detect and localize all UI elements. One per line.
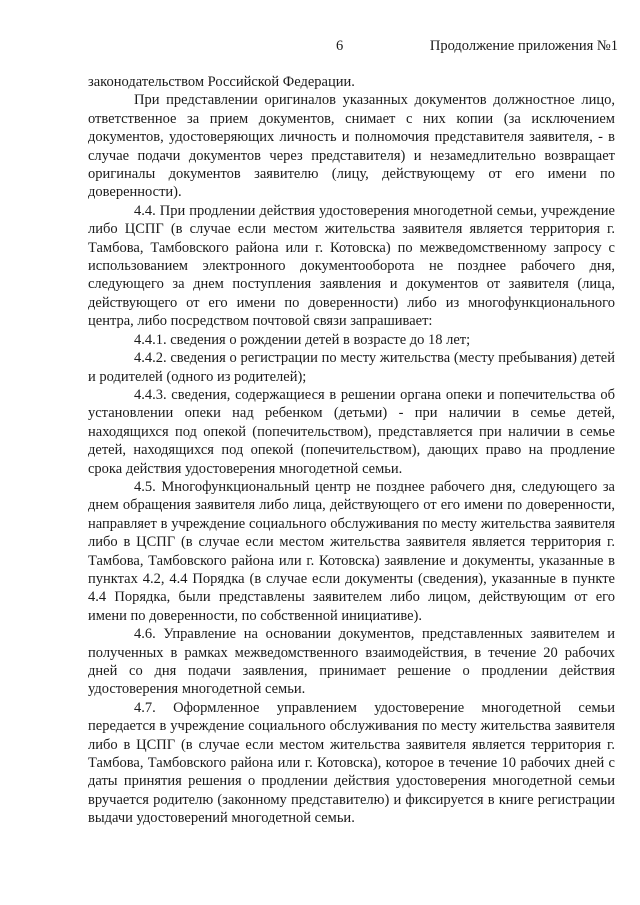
paragraph-4-4-3: 4.4.3. сведения, содержащиеся в решении органа опеки и попечительства об установлении опеки над ребенком (детьми) - при наличии в семье детей, находящихся под опекой (попечительством), представляется при наличии в семье детей, находящихся под опекой (попечительством), дающих право на продление срока действия удостоверения многодетной семьи.	[88, 386, 615, 477]
paragraph-continuation: законодательством Российской Федерации.	[88, 74, 355, 90]
page-number: 6	[336, 38, 344, 54]
paragraph-originals: При представлении оригиналов указанных документов должностное лицо, ответственное за прием документов, снимает с них копии (за исключением документов, удостоверяющих личность и полномочия представителя заявителя, - в случае подачи документов через представителя) и незамедлительно возвращает оригиналы документов заявителю (лицу, действующему от его имени по доверенности).	[88, 92, 615, 201]
paragraph-4-4-1: 4.4.1. сведения о рождении детей в возрасте до 18 лет;	[134, 331, 471, 348]
paragraph-4-5: 4.5. Многофункциональный центр не позднее рабочего дня, следующего за днем обращения заявителя либо лица, действующего от его имени по доверенности, направляет в учреждение социального обслуживания по месту жительства заявителя либо в ЦСПГ (в случае если местом жительства заявителя является территория г. Тамбова, Тамбовского района или г. Котовска) заявление и документы, указанные в пунктах 4.2, 4.4 Порядка (в случае если документы (сведения), указанные в пункте 4.4 Порядка, были представлены заявителем либо лицом, действующим от его имени по доверенности, по собственной инициативе).	[88, 478, 615, 624]
paragraph-4-4: 4.4. При продлении действия удостоверения многодетной семьи, учреждение либо ЦСПГ (в случае если местом жительства заявителя является территория г. Тамбова, Тамбовского района или г. Котовска) по межведомственному запросу с использованием электронного документооборота не позднее рабочего дня, следующего за днем поступления заявления и документов от заявителя (лица, действующего от его имени по доверенности) либо из многофункционального центра, либо посредством почтовой связи запрашивает:	[88, 202, 615, 330]
page-header	[0, 38, 640, 58]
paragraph-4-4-2: 4.4.2. сведения о регистрации по месту жительства (месту пребывания) детей и родителей (одного из родителей);	[88, 350, 615, 385]
appendix-continuation-label: Продолжение приложения №1	[429, 38, 618, 54]
document-body	[88, 73, 615, 828]
paragraph-4-7: 4.7. Оформленное управлением удостоверение многодетной семьи передается в учреждение социального обслуживания по месту жительства заявителя либо в ЦСПГ (в случае если местом жительства заявителя является территория г. Тамбова, Тамбовского района или г. Котовска), которое в течение 10 рабочих дней с даты принятия решения о продлении действия удостоверения многодетной семьи вручается родителю (законному представителю) и фиксируется в книге регистрации выдачи удостоверений многодетной семьи.	[88, 699, 615, 827]
paragraph-4-6: 4.6. Управление на основании документов, представленных заявителем и полученных в рамках межведомственного взаимодействия, в течение 20 рабочих дней со дня подачи заявления, принимает решение о продлении действия удостоверения многодетной семьи.	[88, 626, 615, 698]
